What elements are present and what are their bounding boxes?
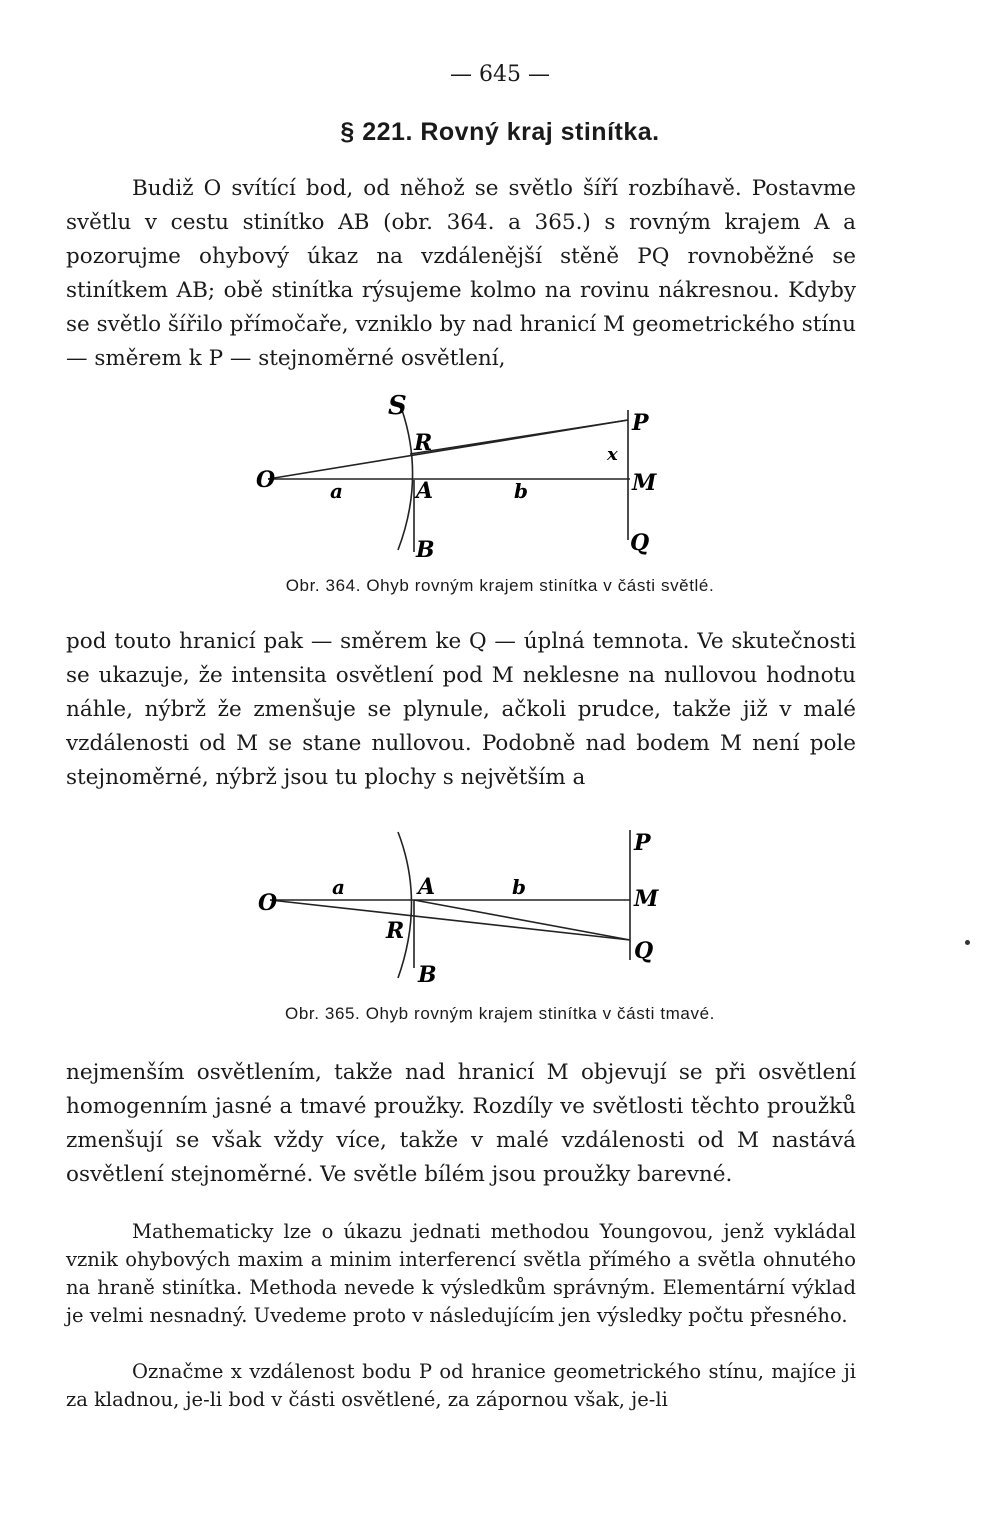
label-b-screen: B bbox=[416, 537, 435, 563]
paragraph-5-text: Označme x vzdálenost bodu P od hranice geometrického stínu, majíce ji za kladnou, je-li bod v části osvětlené, za zápornou však, je-li bbox=[66, 1360, 856, 1411]
figure-364-caption: Obr. 364. Ohyb rovným krajem stinítka v části světlé. bbox=[285, 576, 715, 595]
label-b: b bbox=[514, 479, 528, 503]
paragraph-2 bbox=[66, 625, 856, 795]
label-x: x bbox=[607, 444, 618, 465]
section-title: § 221. Rovný kraj stinítka. bbox=[340, 118, 660, 146]
paragraph-1-text: Budiž O svítící bod, od něhož se světlo šíří rozbíhavě. Postavme světlu v cestu stinítko AB (obr. 364. a 365.) s rovným krajem A a pozorujme ohybový úkaz na vzdálenější stěně PQ rovnoběžné se stinítkem AB; obě stinítka rýsujeme kolmo na rovinu nákresnou. Kdyby se světlo šířilo přímočaře, vzniklo by nad hranicí M geometrického stínu — směrem k P — stejnoměrné osvětlení, bbox=[66, 176, 856, 371]
figure-365-caption: Obr. 365. Ohyb rovným krajem stinítka v části tmavé. bbox=[285, 1004, 715, 1023]
label-s: S bbox=[388, 392, 407, 421]
label-p: P bbox=[632, 410, 649, 436]
figure-365 bbox=[0, 820, 1000, 990]
label-q: Q bbox=[630, 530, 650, 556]
paragraph-3-text: nejmenším osvětlením, takže nad hranicí M objevují se při osvětlení homogenním jasné a tmavé proužky. Rozdíly ve světlosti těchto proužků zmenšují se však vždy více, takže v malé vzdálenosti od M nastává osvětlení stejnoměrné. Ve světle bílém jsou proužky barevné. bbox=[66, 1060, 856, 1187]
paragraph-2-text: pod touto hranicí pak — směrem ke Q — úplná temnota. Ve skutečnosti se ukazuje, že intensita osvětlení pod M neklesne na nullovou hodnotu náhle, nýbrž že zmenšuje se plynule, ačkoli prudce, takže již v malé vzdálenosti od M se stane nullovou. Podobně nad bodem M není pole stejnoměrné, nýbrž jsou tu plochy s největším a bbox=[66, 629, 856, 790]
label-m: M bbox=[634, 886, 659, 912]
ray-r-to-p bbox=[410, 420, 628, 454]
page-number: — 645 — bbox=[450, 62, 550, 87]
paragraph-5 bbox=[66, 1358, 856, 1414]
label-r: R bbox=[386, 918, 405, 944]
paragraph-4-text: Mathematicky lze o úkazu jednati methodou Youngovou, jenž vykládal vznik ohybových maxim a minim interferencí světla přímého a světla ohnutého na hraně stinítka. Methoda nevede k výsledkům správným. Elementární výklad je velmi nesnadný. Uvedeme proto v následujícím jen výsledky počtu přesného. bbox=[66, 1220, 856, 1327]
paragraph-4 bbox=[66, 1218, 856, 1330]
label-p: P bbox=[634, 830, 651, 856]
label-a-edge: A bbox=[418, 874, 436, 900]
wavefront-arc bbox=[398, 410, 413, 550]
label-r: R bbox=[414, 430, 433, 456]
label-a-edge: A bbox=[416, 478, 434, 504]
label-q: Q bbox=[634, 938, 654, 964]
paragraph-3 bbox=[66, 1056, 856, 1192]
label-o: O bbox=[256, 467, 276, 493]
label-b-screen: B bbox=[418, 962, 437, 988]
label-m: M bbox=[632, 470, 657, 496]
label-o: O bbox=[258, 890, 278, 916]
label-a: a bbox=[330, 479, 343, 503]
label-a: a bbox=[332, 875, 345, 899]
label-b: b bbox=[512, 875, 526, 899]
wavefront-arc bbox=[398, 832, 412, 978]
figure-364 bbox=[0, 392, 1000, 567]
paragraph-1 bbox=[66, 172, 856, 376]
scan-speck bbox=[965, 940, 970, 945]
